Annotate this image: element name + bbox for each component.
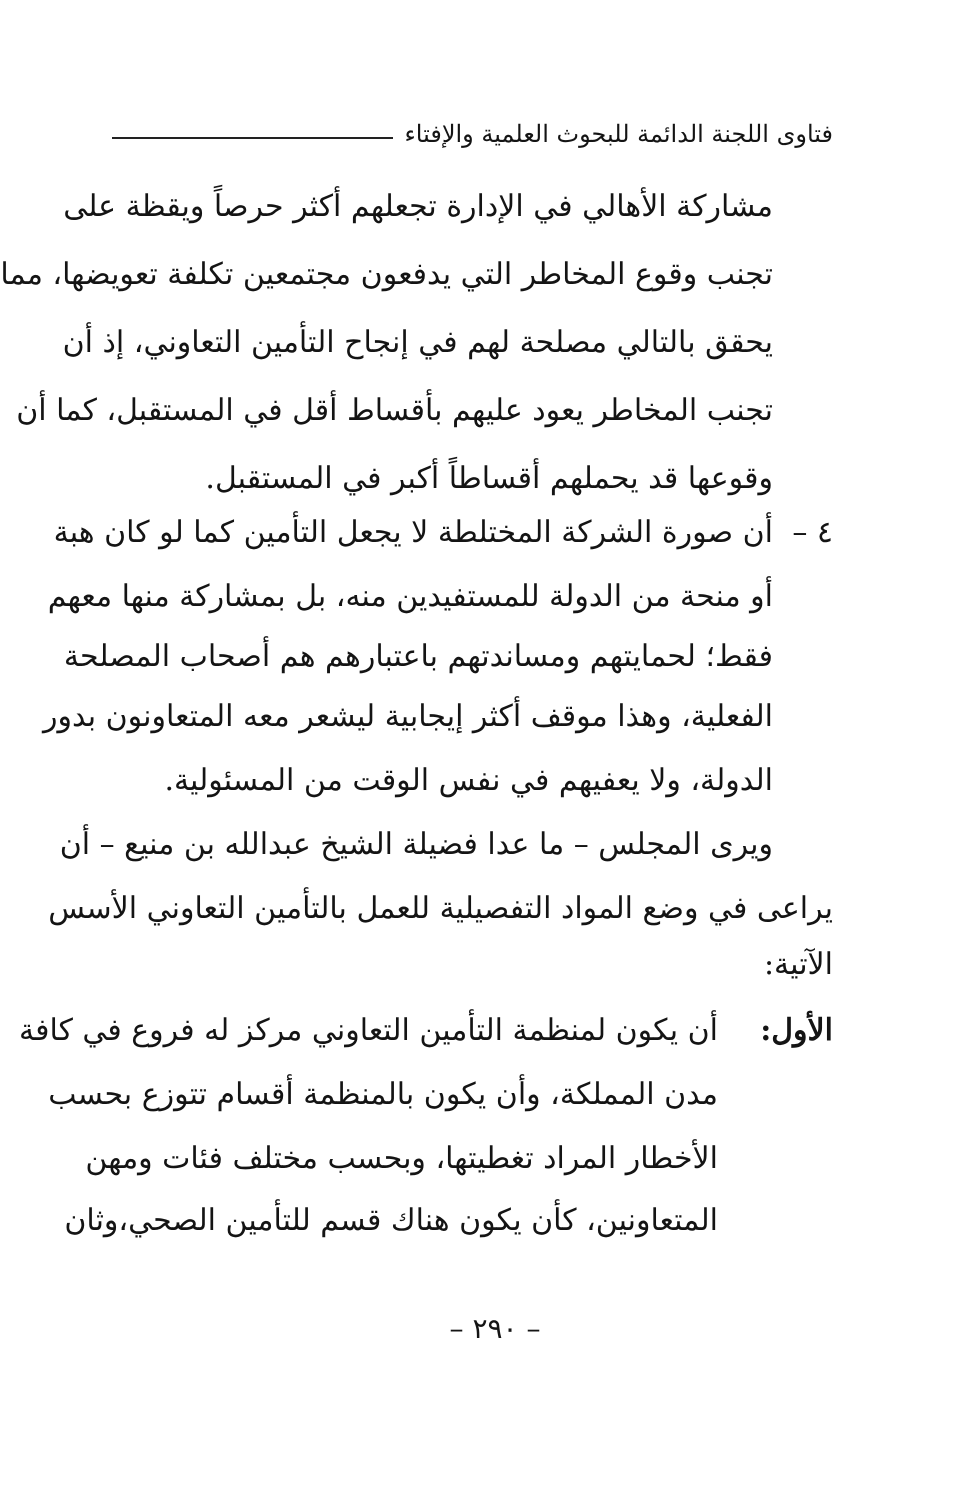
text-line: ويرى المجلس – ما عدا فضيلة الشيخ عبدالله بن منيع – أن (59, 827, 773, 862)
text-line: الفعلية، وهذا موقف أكثر إيجابية ليشعر معه المتعاونون بدور (43, 699, 773, 734)
text-line: تجنب المخاطر يعود عليهم بأقساط أقل في المستقبل، كما أن (16, 393, 773, 428)
text-line: أو منحة من الدولة للمستفيدين منه، بل بمشاركة منها معهم (47, 579, 773, 614)
text-line: مشاركة الأهالي في الإدارة تجعلهم أكثر حرصاً ويقظة على (63, 189, 773, 224)
text-line: الآتية: (763, 947, 833, 982)
text-line: فقط؛ لحمايتهم ومساندتهم باعتبارهم هم أصحاب المصلحة (63, 639, 773, 674)
text-line: أن صورة الشركة المختلطة لا يجعل التأمين كما لو كان هبة (53, 515, 773, 550)
text-line: الأخطار المراد تغطيتها، وبحسب مختلف فئات ومهن (85, 1141, 718, 1176)
principle-label: الأول: (760, 1013, 833, 1048)
running-header (112, 112, 833, 156)
item-number: ٤ – (792, 515, 833, 550)
text-line: يحقق بالتالي مصلحة لهم في إنجاح التأمين التعاوني، إذ أن (62, 325, 773, 360)
text-line: وقوعها قد يحملهم أقساطاً أكبر في المستقبل. (205, 461, 773, 496)
text-line: مدن المملكة، وأن يكون بالمنظمة أقسام تتوزع بحسب (48, 1077, 718, 1112)
text-line: الدولة، ولا يعفيهم في نفس الوقت من المسئولية. (164, 763, 773, 798)
text-line: أن يكون لمنظمة التأمين التعاوني مركز له فروع في كافة (19, 1013, 718, 1048)
text-line: تجنب وقوع المخاطر التي يدفعون مجتمعين تكلفة تعويضها، مما (0, 257, 773, 292)
text-line: المتعاونين، كأن يكون هناك قسم للتأمين الصحي،وثان (64, 1203, 718, 1238)
header-rule (112, 137, 393, 139)
header-title: فتاوى اللجنة الدائمة للبحوث العلمية والإفتاء (404, 120, 833, 148)
text-line: يراعى في وضع المواد التفصيلية للعمل بالتأمين التعاوني الأسس (48, 891, 833, 926)
page-number: – ٢٩٠ – (449, 1312, 541, 1345)
